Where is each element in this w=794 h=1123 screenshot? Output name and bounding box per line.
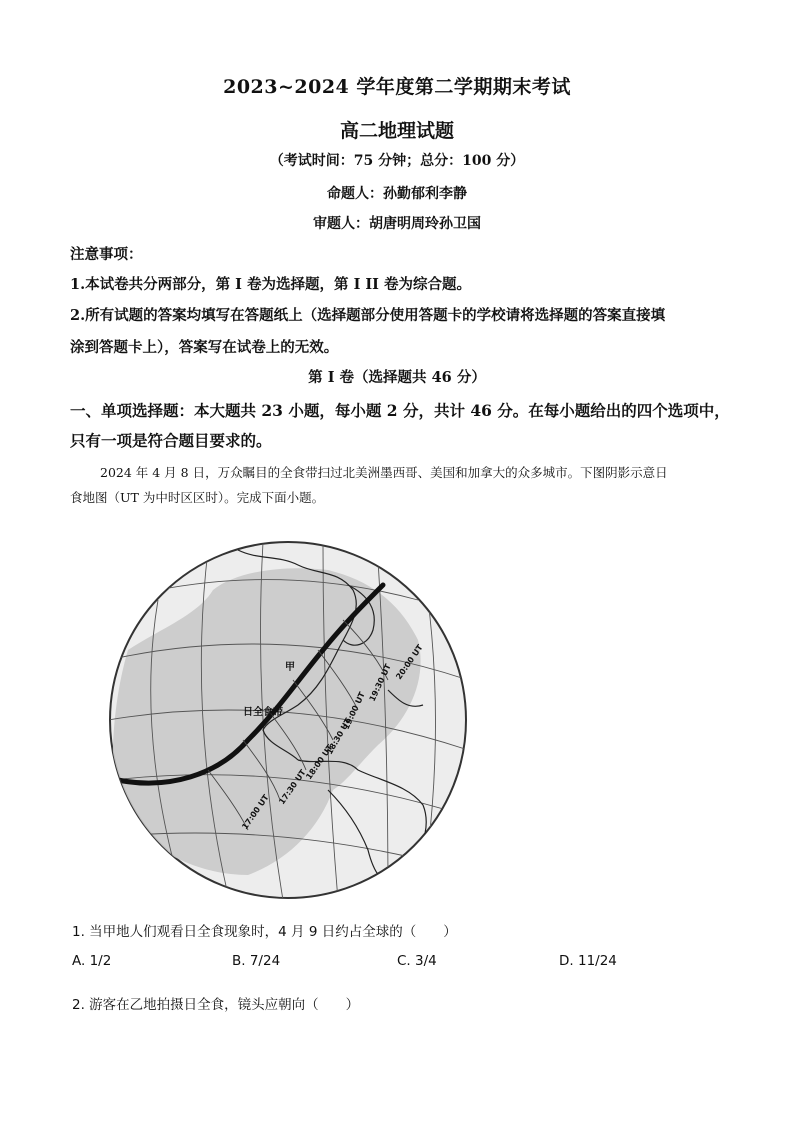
time-label-1800: 18:00 UT (304, 743, 335, 782)
time-label-2000: 20:00 UT (394, 643, 425, 682)
section-intro-line-1: 一、单项选择题：本大题共 23 小题，每小题 2 分，共计 46 分。在每小题给出的四个选项中， (70, 401, 730, 420)
note-item-2-line-2: 涂到答题卡上），答案写在试卷上的无效。 (70, 339, 339, 356)
notes-heading: 注意事项： (70, 246, 143, 263)
reviewer-line: 审题人：胡唐明周玲孙卫国 (313, 216, 481, 232)
question-1-options (72, 953, 732, 973)
exam-info: （考试时间：75 分钟；总分：100 分） (269, 153, 525, 169)
material-line-2: 食地图（UT 为中时区区时）。完成下面小题。 (70, 490, 325, 505)
label-jia: 甲 (285, 662, 295, 673)
option-b[interactable]: B. 7/24 (232, 953, 281, 969)
exam-title: 2023~2024 学年度第二学期期末考试 (223, 76, 571, 98)
section-intro (70, 396, 730, 456)
exam-subtitle: 高二地理试题 (339, 120, 454, 142)
question-2-stem: 2. 游客在乙地拍摄日全食，镜头应朝向（ ） (72, 997, 360, 1013)
time-label-1700: 17:00 UT (240, 793, 271, 832)
question-1-stem: 1. 当甲地人们观看日全食现象时，4 月 9 日约占全球的（ ） (72, 924, 457, 940)
option-d[interactable]: D. 11/24 (559, 953, 617, 969)
option-a[interactable]: A. 1/2 (72, 953, 112, 969)
time-label-1730: 17:30 UT (277, 768, 308, 807)
time-label-1830: 18:30 UT (324, 716, 353, 756)
note-item-1: 1.本试卷共分两部分，第 I 卷为选择题，第 I II 卷为综合题。 (70, 276, 472, 293)
label-totality-band: 日全食带 (243, 707, 283, 718)
section-title: 第 I 卷（选择题共 46 分） (308, 369, 486, 386)
option-c[interactable]: C. 3/4 (397, 953, 437, 969)
material-text (70, 460, 730, 510)
author-line: 命题人：孙勤郁利李静 (327, 186, 467, 202)
material-line-1: 2024 年 4 月 8 日，万众瞩目的全食带扫过北美洲墨西哥、美国和加拿大的众多城市。下图阴影示意日 (100, 465, 668, 480)
note-item-2 (70, 300, 730, 364)
note-item-2-line-1: 2.所有试题的答案均填写在答题纸上（选择题部分使用答题卡的学校请将选择题的答案直接填 (70, 307, 666, 324)
eclipse-map (88, 530, 488, 905)
time-label-1900: 19:00 UT (341, 690, 367, 731)
time-label-1930: 19:30 UT (367, 662, 393, 703)
section-intro-line-2: 只有一项是符合题目要求的。 (70, 431, 272, 450)
